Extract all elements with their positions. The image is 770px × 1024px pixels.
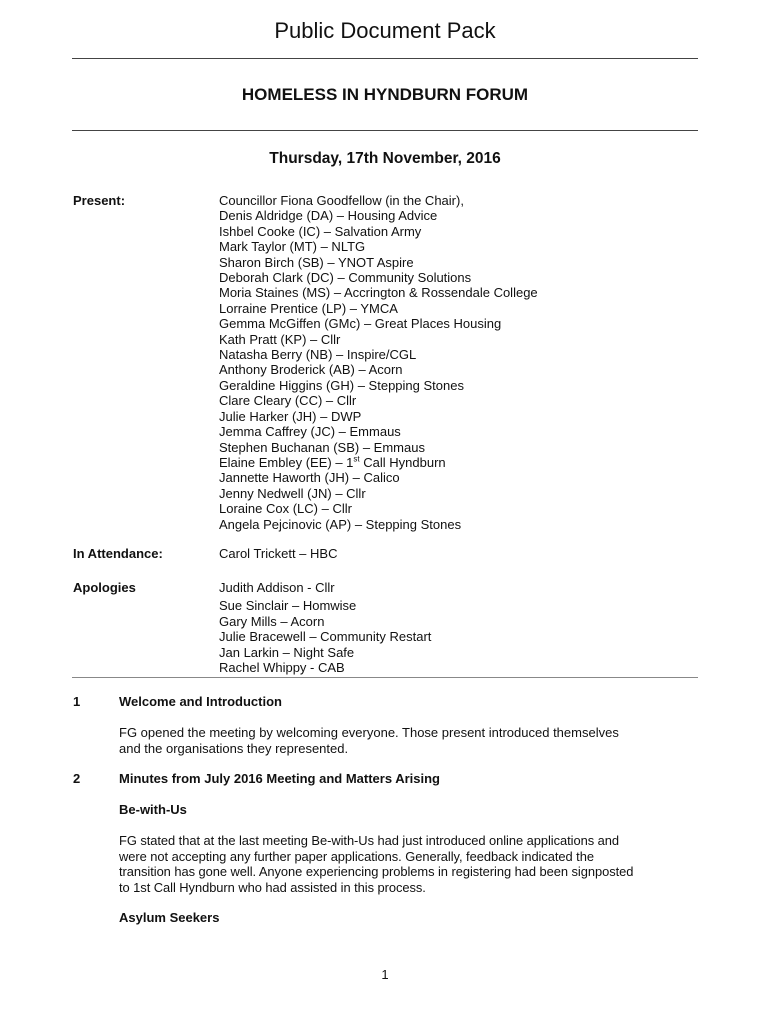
embley-suffix: Call Hyndburn xyxy=(359,454,446,470)
paragraph-line: to 1st Call Hyndburn who had assisted in this process. xyxy=(119,879,426,895)
section-1-title: Welcome and Introduction xyxy=(119,694,282,709)
section-2-title: Minutes from July 2016 Meeting and Matters Arising xyxy=(119,771,440,786)
attendance-label: In Attendance: xyxy=(73,546,163,561)
list-item: Loraine Cox (LC) – Cllr xyxy=(219,501,352,517)
paragraph-line: and the organisations they represented. xyxy=(119,740,349,756)
list-item: Sharon Birch (SB) – YNOT Aspire xyxy=(219,254,414,270)
section-1-paragraph xyxy=(119,725,697,756)
list-item: Stephen Buchanan (SB) – Emmaus xyxy=(219,439,425,455)
list-item: Lorraine Prentice (LP) – YMCA xyxy=(219,300,398,316)
list-item: Clare Cleary (CC) – Cllr xyxy=(219,393,357,409)
be-with-us-heading: Be-with-Us xyxy=(119,802,187,817)
list-item: Rachel Whippy - CAB xyxy=(219,660,345,676)
list-item: Julie Harker (JH) – DWP xyxy=(219,408,362,424)
section-2-paragraph xyxy=(119,833,697,895)
section-1-number: 1 xyxy=(73,694,81,709)
list-item: Jannette Haworth (JH) – Calico xyxy=(219,470,400,486)
embley-prefix: Elaine Embley (EE) – 1 xyxy=(219,454,354,470)
list-item: Deborah Clark (DC) – Community Solutions xyxy=(219,270,472,286)
header-rule-top xyxy=(72,58,698,59)
asylum-seekers-heading: Asylum Seekers xyxy=(119,910,220,925)
list-item xyxy=(219,455,538,470)
section-divider xyxy=(72,677,698,678)
list-item: Angela Pejcinovic (AP) – Stepping Stones xyxy=(219,516,462,532)
paragraph-line: FG stated that at the last meeting Be-with-Us had just introduced online applications and xyxy=(119,833,620,848)
list-item: Jenny Nedwell (JN) – Cllr xyxy=(219,485,366,501)
pack-title: Public Document Pack xyxy=(274,18,496,43)
paragraph-line: were not accepting any further paper applications. Generally, feedback indicated the xyxy=(119,848,594,864)
page-number: 1 xyxy=(381,967,389,982)
list-item: Judith Addison - Cllr xyxy=(219,580,335,595)
list-item: Julie Bracewell – Community Restart xyxy=(219,629,432,645)
meeting-date: Thursday, 17th November, 2016 xyxy=(269,150,501,167)
list-item: Mark Taylor (MT) – NLTG xyxy=(219,239,366,255)
list-item: Gemma McGiffen (GMc) – Great Places Housing xyxy=(219,316,502,332)
paragraph-line: transition has gone well. Anyone experiencing problems in registering had been signposted xyxy=(119,864,634,879)
present-label: Present: xyxy=(73,193,126,208)
paragraph-line: FG opened the meeting by welcoming everyone. Those present introduced themselves xyxy=(119,725,619,740)
forum-title: HOMELESS IN HYNDBURN FORUM xyxy=(241,85,529,104)
attendance-list xyxy=(219,546,337,561)
list-item: Natasha Berry (NB) – Inspire/CGL xyxy=(219,347,417,363)
list-item: Gary Mills – Acorn xyxy=(219,613,325,629)
embley-superscript: st xyxy=(353,454,360,464)
list-item: Jan Larkin – Night Safe xyxy=(219,644,355,660)
section-2-number: 2 xyxy=(73,771,81,786)
list-item: Councillor Fiona Goodfellow (in the Chair), xyxy=(219,193,464,208)
header-rule-bottom xyxy=(72,130,698,131)
list-item: Sue Sinclair – Homwise xyxy=(219,598,357,614)
list-item: Denis Aldridge (DA) – Housing Advice xyxy=(219,208,438,224)
list-item: Anthony Broderick (AB) – Acorn xyxy=(219,362,403,378)
apologies-label: Apologies xyxy=(73,580,136,595)
list-item: Kath Pratt (KP) – Cllr xyxy=(219,331,341,347)
apologies-list xyxy=(219,580,431,675)
list-item: Geraldine Higgins (GH) – Stepping Stones xyxy=(219,377,464,393)
list-item: Ishbel Cooke (IC) – Salvation Army xyxy=(219,223,422,239)
list-item: Carol Trickett – HBC xyxy=(219,546,338,561)
list-item: Moria Staines (MS) – Accrington & Rossendale College xyxy=(219,285,538,301)
list-item: Jemma Caffrey (JC) – Emmaus xyxy=(219,424,401,440)
present-list xyxy=(219,193,538,532)
